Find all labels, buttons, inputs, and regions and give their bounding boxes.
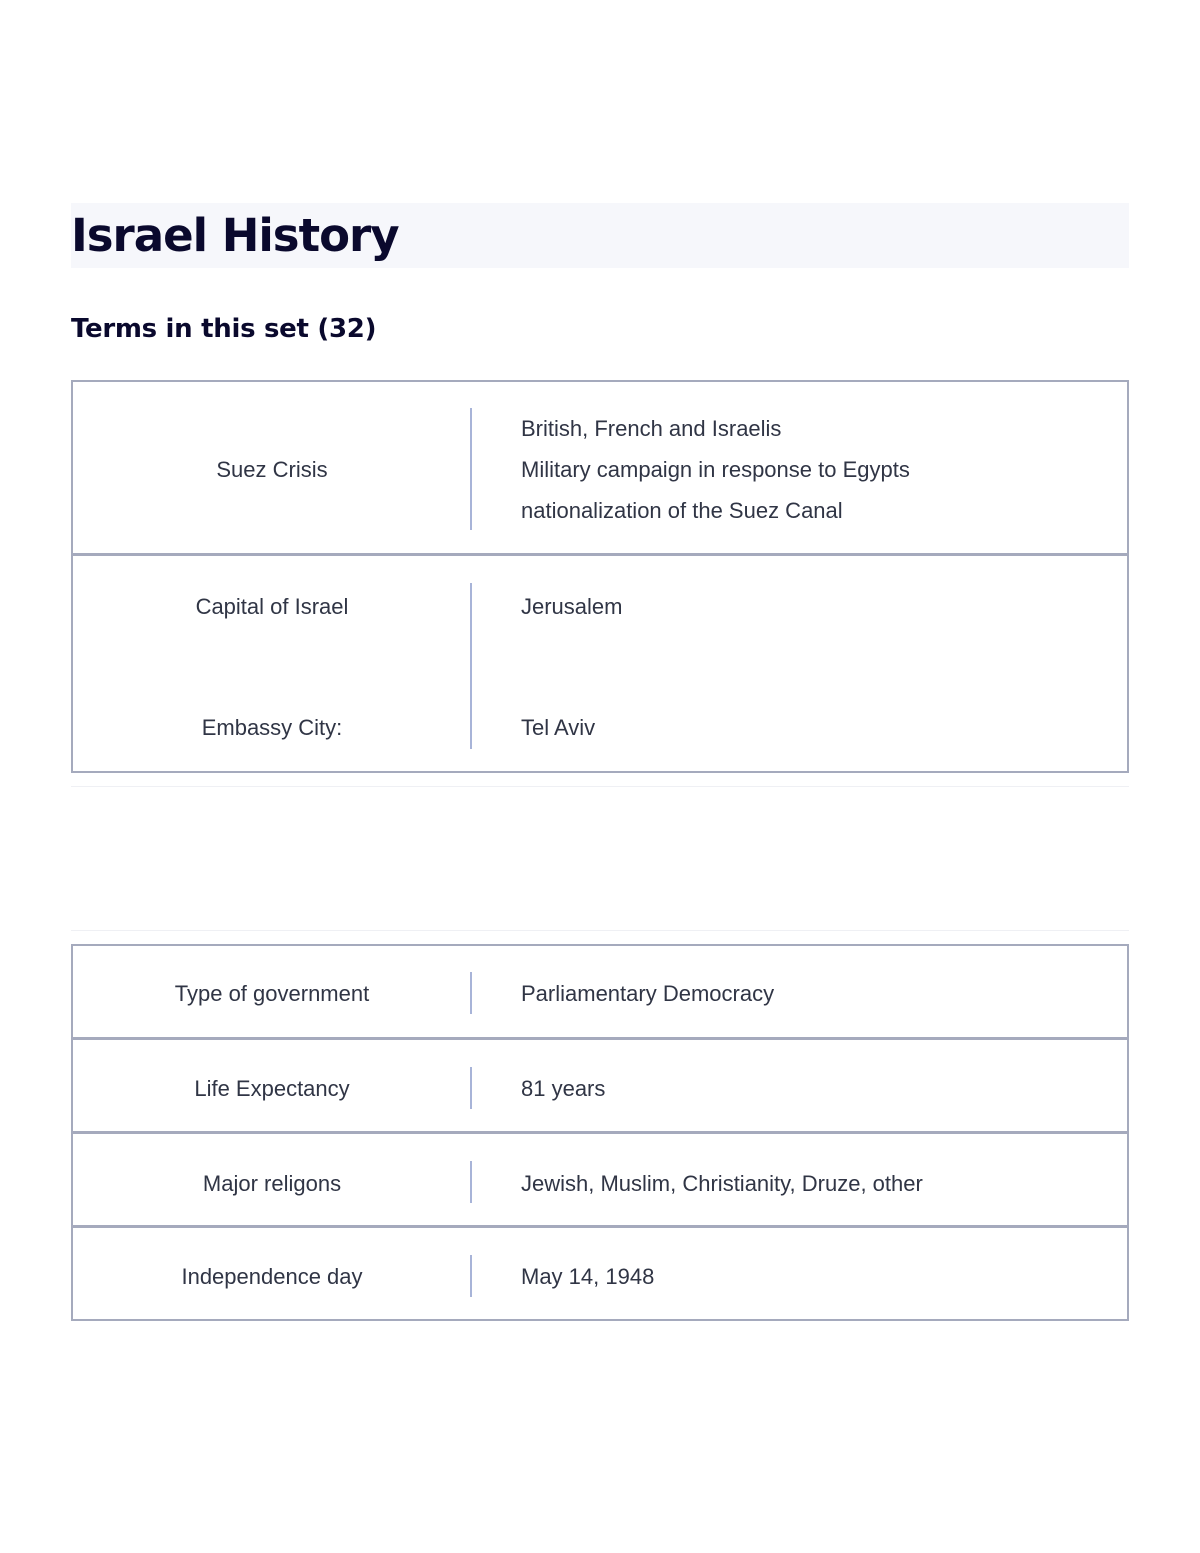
definition-line: Military campaign in response to Egypts [521, 457, 910, 482]
card-separator [470, 583, 472, 749]
card-separator [470, 1067, 472, 1109]
card-definition: May 14, 1948 [521, 1264, 655, 1289]
card-definition [521, 707, 1081, 748]
page-break-rule [71, 786, 1129, 787]
definition-line: British, French and Israelis [521, 416, 782, 441]
card-definition [521, 408, 1081, 531]
card-term [73, 586, 471, 627]
card-term [73, 707, 471, 748]
card-term: Suez Crisis [216, 457, 328, 482]
flashcard-major-religions[interactable] [71, 1131, 1129, 1228]
card-definition: 81 years [521, 1076, 606, 1101]
card-definition [521, 586, 1081, 627]
flashcard-independence-day[interactable] [71, 1225, 1129, 1321]
page-title: Israel History [71, 209, 399, 262]
flashcard-type-of-government[interactable] [71, 944, 1129, 1040]
terms-count-heading: Terms in this set (32) [71, 314, 377, 344]
definition-line: Jerusalem [521, 594, 623, 619]
page-break-rule [71, 930, 1129, 931]
flashcard-capital-of-israel[interactable] [71, 553, 1129, 773]
card-term: Type of government [174, 981, 370, 1006]
card-separator [470, 1255, 472, 1297]
definition-line: nationalization of the Suez Canal [521, 498, 843, 523]
card-separator [470, 408, 472, 530]
card-separator [470, 1161, 472, 1203]
card-definition: Jewish, Muslim, Christianity, Druze, other [521, 1171, 923, 1196]
term-line: Capital of Israel [195, 594, 349, 619]
card-term: Major religons [202, 1171, 342, 1196]
card-separator [470, 972, 472, 1014]
card-definition: Parliamentary Democracy [521, 981, 775, 1006]
flashcard-suez-crisis[interactable] [71, 380, 1129, 556]
card-term: Life Expectancy [194, 1076, 350, 1101]
definition-line: Tel Aviv [521, 715, 596, 740]
flashcard-life-expectancy[interactable] [71, 1037, 1129, 1134]
term-line: Embassy City: [201, 715, 343, 740]
card-term: Independence day [181, 1264, 363, 1289]
